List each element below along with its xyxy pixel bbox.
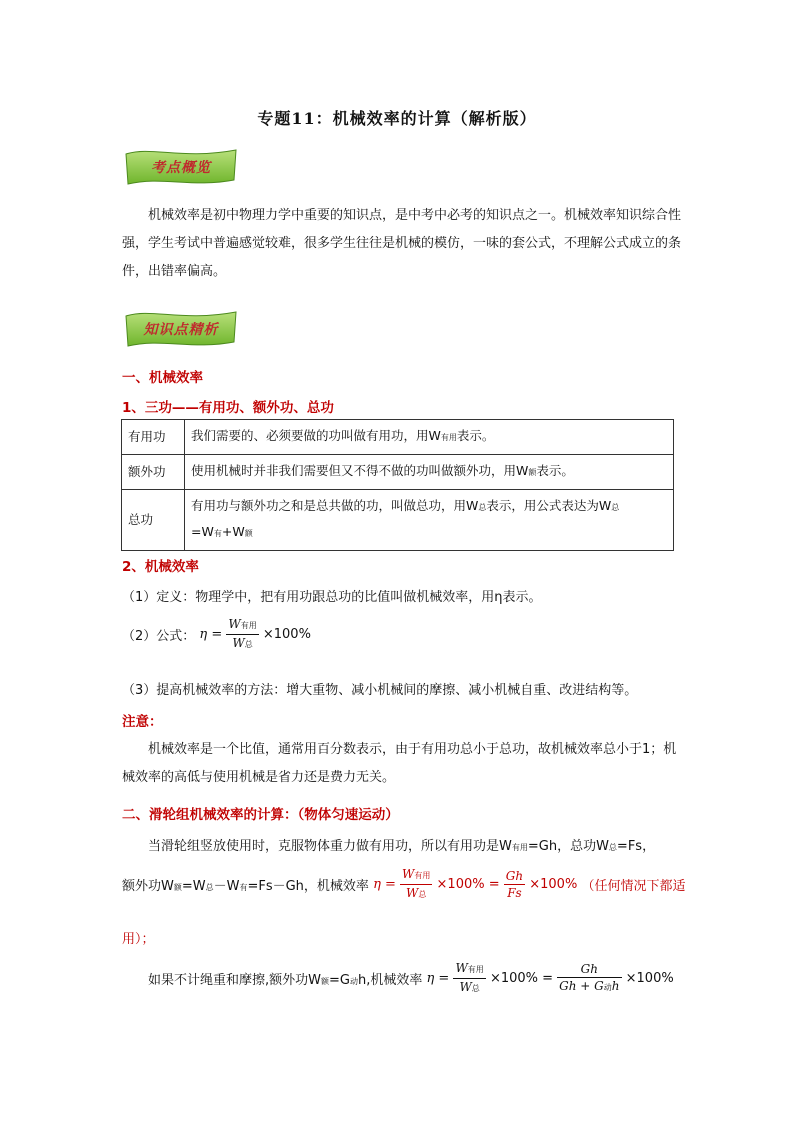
intro-text: 机械效率是初中物理力学中重要的知识点，是中考中必考的知识点之一。机械效率知识综合性强，学生考试中普遍感觉较难，很多学生往往是机械的模仿，一味的套公式，不理解公式成立的条件，出错率偏高。 <box>122 208 682 279</box>
pulley-line-1: 当滑轮组竖放使用时，克服物体重力做有用功，所以有用功是W有用=Gh，总功W总=Fs， <box>148 839 656 854</box>
definition-text: （1）定义：物理学中，把有用功跟总功的比值叫做机械效率，用η表示。 <box>122 590 542 605</box>
table-row <box>122 490 674 551</box>
improve-text: （3）提高机械效率的方法：增大重物、减小机械间的摩擦、减小机械自重、改进结构等。 <box>122 683 638 698</box>
section1-sub1: 1、三功——有用功、额外功、总功 <box>122 400 334 416</box>
note-label: 注意： <box>122 714 163 730</box>
pulley-line-2: 额外功W额=W总－W有=Fs－Gh，机械效率 η = $\frac{\text{W有用}}{\text{W总}}$ ×100% = $\frac{Gh}{Fs}$ ×100% （任何情况下都适 <box>122 867 686 900</box>
formula-3-frac-2: $\frac{Gh}{\text{Gh + G动h}}$ <box>559 962 620 993</box>
note-paragraph: 机械效率是一个比值，通常用百分数表示，由于有用功总小于总功，故机械效率总小于1；机械效率的高低与使用机械是省力还是费力无关。 <box>122 742 677 785</box>
table-term: 额外功 <box>122 455 185 490</box>
section2-heading: 二、滑轮组机械效率的计算：（物体匀速运动） <box>122 807 399 823</box>
table-desc: 我们需要的、必须要做的功叫做有用功，用W有用表示。 <box>185 420 674 455</box>
formula-line: （2）公式： η = $\frac{\text{W有用}}{\text{W总}}$ ×100% <box>122 616 311 653</box>
efficiency-fraction: $\frac{\text{W有用}}{\text{W总}}$ <box>228 617 257 650</box>
table-term: 有用功 <box>122 420 185 455</box>
intro-paragraph <box>122 202 682 286</box>
overview-banner <box>122 146 240 188</box>
three-work-table <box>121 419 674 551</box>
section1-sub2: 2、机械效率 <box>122 559 199 575</box>
analysis-banner-label: 知识点精析 <box>143 322 219 338</box>
table-desc: 使用机械时并非我们需要但又不得不做的功叫做额外功，用W额表示。 <box>185 455 674 490</box>
table-row <box>122 455 674 490</box>
formula-2: η = $\frac{\text{W有用}}{\text{W总}}$ ×100% = $\frac{Gh}{Fs}$ ×100% （任何情况下都适 <box>373 867 686 900</box>
table-term: 总功 <box>122 490 185 551</box>
overview-banner-label: 考点概览 <box>151 160 211 176</box>
analysis-banner <box>122 308 240 350</box>
table-desc: 有用功与额外功之和是总共做的功，叫做总功，用W总表示，用公式表达为W总 =W有+W额 <box>185 490 674 551</box>
pulley-line-3: 用）； <box>122 932 155 947</box>
section1-heading: 一、机械效率 <box>122 370 203 386</box>
formula-3-frac-1: $\frac{\text{W有用}}{\text{W总}}$ <box>455 961 484 994</box>
table-row <box>122 420 674 455</box>
page-title: 专题11：机械效率的计算（解析版） <box>257 109 537 128</box>
pulley-line-4: 如果不计绳重和摩擦,额外功W额=G动h,机械效率 η = $\frac{\text{W有用}}{\text{W总}}$ ×100% = $\frac{Gh}{\text{Gh + G动h}}$ ×100% <box>148 960 674 997</box>
